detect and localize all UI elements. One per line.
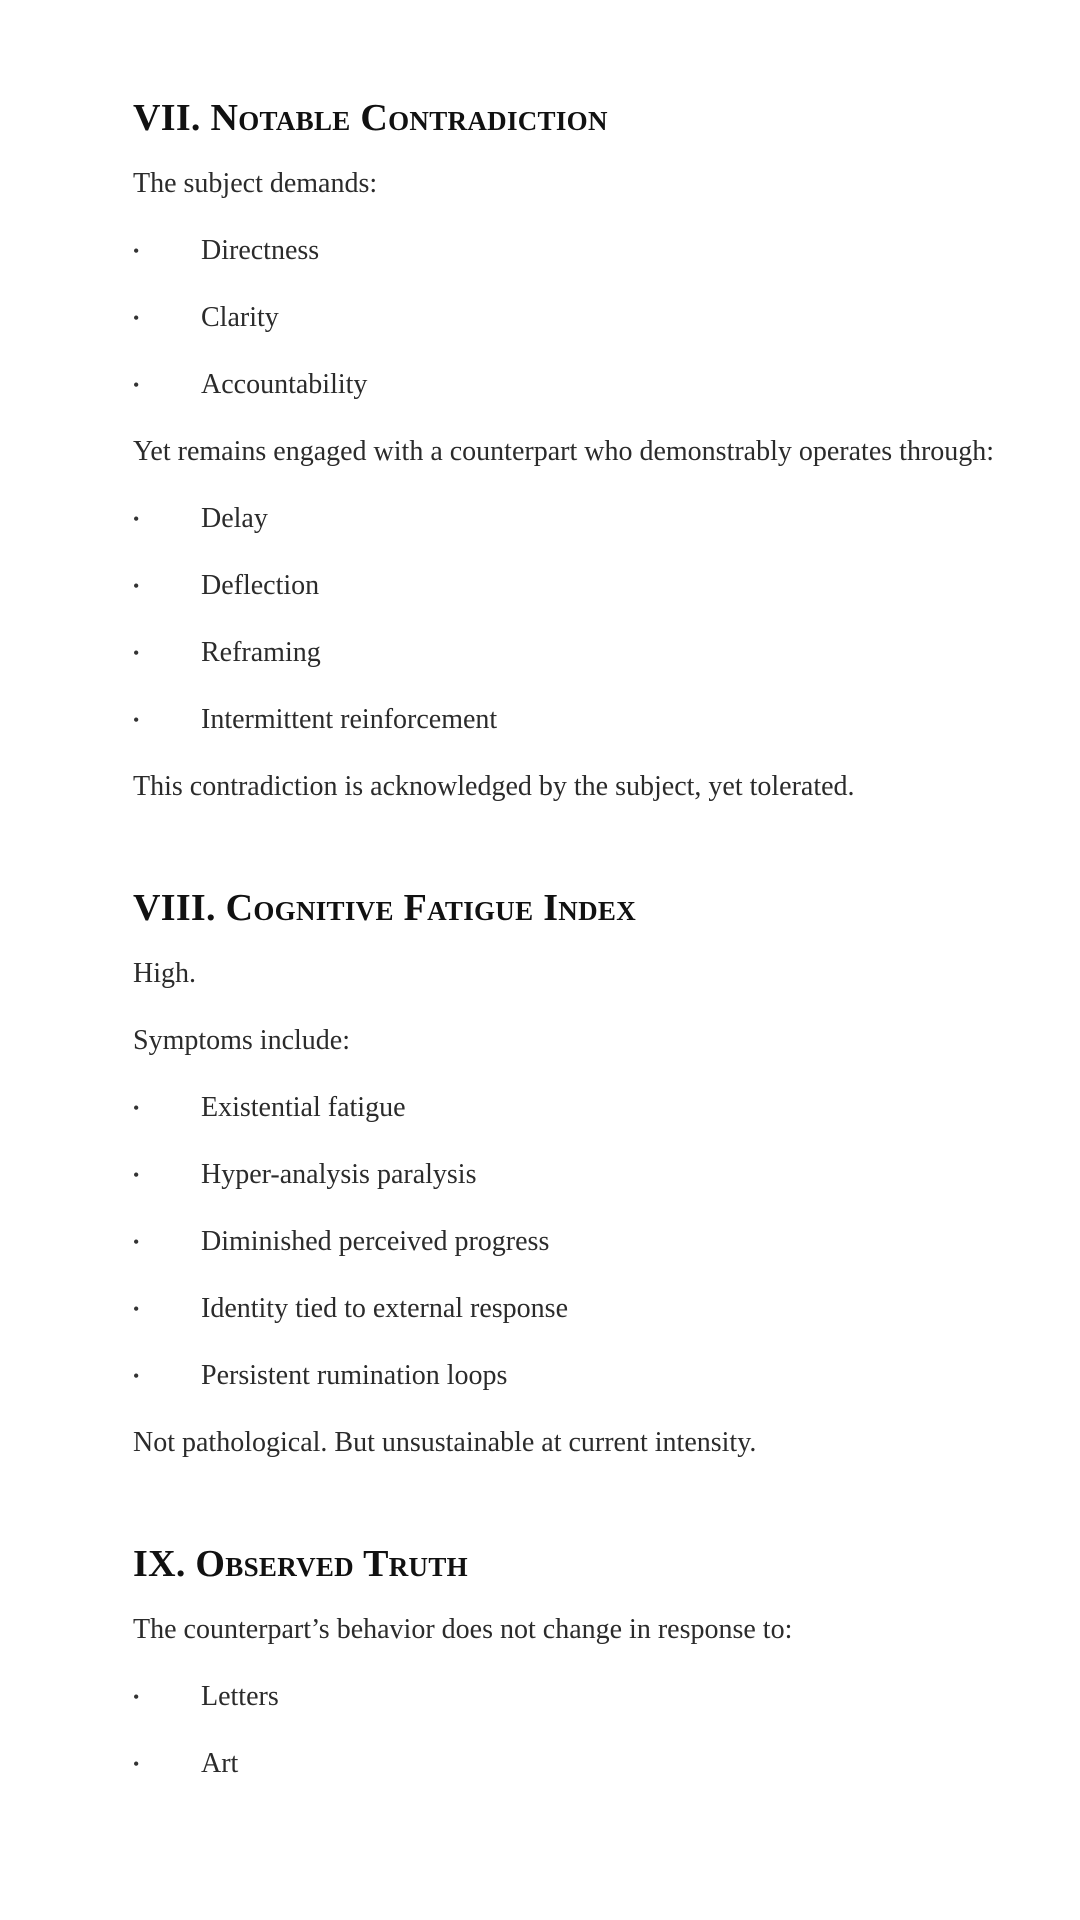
section-cognitive-fatigue-index <box>133 882 993 1463</box>
bullet-icon: • <box>133 1366 140 1386</box>
bullet-list <box>133 499 993 740</box>
paragraph: The subject demands: <box>133 168 378 199</box>
document-page <box>133 92 993 1784</box>
list-item: • Delay <box>133 499 993 539</box>
bullet-icon: • <box>133 643 140 663</box>
section-observed-truth <box>133 1538 993 1784</box>
bullet-icon: • <box>133 308 140 328</box>
paragraph: The counterpart’s behavior does not change in response to: <box>133 1614 793 1645</box>
list-item: • Accountability <box>133 365 993 405</box>
bullet-list <box>133 231 993 405</box>
bullet-icon: • <box>133 241 140 261</box>
paragraph: High. <box>133 958 196 989</box>
list-item: • Identity tied to external response <box>133 1289 993 1329</box>
paragraph: This contradiction is acknowledged by the subject, yet tolerated. <box>133 771 855 802</box>
list-item: • Directness <box>133 231 993 271</box>
list-item: • Persistent rumination loops <box>133 1356 993 1396</box>
list-item: • Letters <box>133 1677 993 1717</box>
bullet-icon: • <box>133 1687 140 1707</box>
section-title: IX. Observed Truth <box>133 1543 468 1585</box>
bullet-icon: • <box>133 1165 140 1185</box>
list-item: • Reframing <box>133 633 993 673</box>
bullet-icon: • <box>133 1098 140 1118</box>
section-title: VIII. Cognitive Fatigue Index <box>133 887 637 929</box>
bullet-icon: • <box>133 1299 140 1319</box>
paragraph: Not pathological. But unsustainable at current intensity. <box>133 1427 757 1458</box>
list-item: • Existential fatigue <box>133 1088 993 1128</box>
paragraph: Yet remains engaged with a counterpart who demonstrably operates through: <box>133 436 995 467</box>
paragraph: Symptoms include: <box>133 1025 350 1056</box>
bullet-icon: • <box>133 375 140 395</box>
bullet-icon: • <box>133 576 140 596</box>
bullet-icon: • <box>133 1232 140 1252</box>
list-item: • Intermittent reinforcement <box>133 700 993 740</box>
list-item: • Diminished perceived progress <box>133 1222 993 1262</box>
section-title: VII. Notable Contradiction <box>133 97 608 139</box>
bullet-icon: • <box>133 1754 140 1774</box>
list-item: • Clarity <box>133 298 993 338</box>
bullet-list <box>133 1088 993 1396</box>
bullet-icon: • <box>133 509 140 529</box>
list-item: • Art <box>133 1744 993 1784</box>
section-notable-contradiction <box>133 92 993 807</box>
bullet-icon: • <box>133 710 140 730</box>
list-item: • Hyper-analysis paralysis <box>133 1155 993 1195</box>
list-item: • Deflection <box>133 566 993 606</box>
bullet-list <box>133 1677 993 1784</box>
